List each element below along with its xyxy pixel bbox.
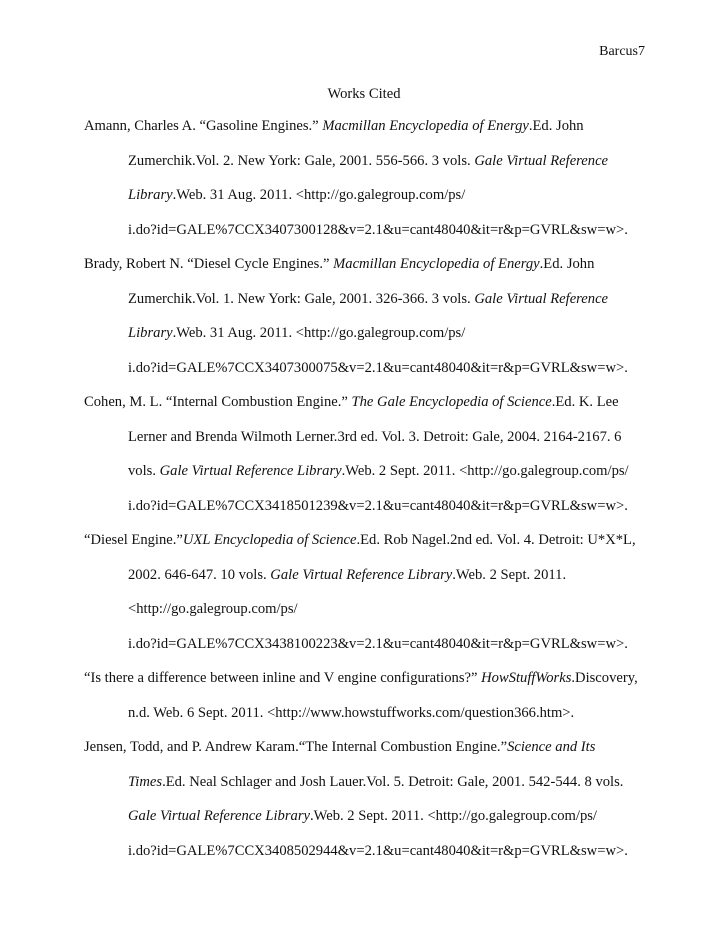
citation-line: Library.Web. 31 Aug. 2011. <http://go.galegroup.com/ps/ (128, 325, 466, 341)
citation-title-italic: The Gale Encyclopedia of Science (351, 394, 552, 410)
citation-title-italic: Gale Virtual Reference (474, 152, 609, 169)
citation-line: i.do?id=GALE%7CCX3418501239&v=2.1&u=cant48040&it=r&p=GVRL&sw=w>. (128, 497, 628, 514)
citation-title-italic: Gale Virtual Reference (474, 290, 609, 307)
citation-title-italic: Gale Virtual Reference Library (159, 463, 342, 479)
citation-line: “Diesel Engine.”UXL Encyclopedia of Science.Ed. Rob Nagel.2nd ed. Vol. 4. Detroit: U*X*L, (84, 532, 636, 548)
citation-entry (84, 668, 654, 737)
citation-line: <http://go.galegroup.com/ps/ (128, 601, 298, 617)
citation-line: Zumerchik.Vol. 1. New York: Gale, 2001. 326-366. 3 vols. Gale Virtual Reference (128, 290, 609, 307)
citation-entry (84, 254, 654, 392)
citation-line: Cohen, M. L. “Internal Combustion Engine.” The Gale Encyclopedia of Science.Ed. K. Lee (84, 394, 619, 410)
citation-entry (84, 116, 654, 254)
citation-line: Zumerchik.Vol. 2. New York: Gale, 2001. 556-566. 3 vols. Gale Virtual Reference (128, 152, 609, 169)
citation-title-italic: Macmillan Encyclopedia of Energy (333, 256, 540, 272)
citation-entry (84, 737, 654, 875)
citation-line: i.do?id=GALE%7CCX3407300128&v=2.1&u=cant48040&it=r&p=GVRL&sw=w>. (128, 221, 628, 238)
citation-line: 2002. 646-647. 10 vols. Gale Virtual Reference Library.Web. 2 Sept. 2011. (128, 566, 567, 583)
citation-line: i.do?id=GALE%7CCX3438100223&v=2.1&u=cant48040&it=r&p=GVRL&sw=w>. (128, 635, 628, 652)
citation-title-italic: HowStuffWorks (481, 670, 572, 686)
citation-line: Lerner and Brenda Wilmoth Lerner.3rd ed. Vol. 3. Detroit: Gale, 2004. 2164-2167. 6 (128, 428, 622, 445)
citation-line: i.do?id=GALE%7CCX3407300075&v=2.1&u=cant48040&it=r&p=GVRL&sw=w>. (128, 359, 628, 376)
citation-line: Jensen, Todd, and P. Andrew Karam.“The Internal Combustion Engine.”Science and Its (84, 739, 596, 755)
citation-line: Gale Virtual Reference Library.Web. 2 Sept. 2011. <http://go.galegroup.com/ps/ (128, 808, 597, 824)
citation-title-italic: Times (128, 773, 163, 790)
citation-line: i.do?id=GALE%7CCX3408502944&v=2.1&u=cant48040&it=r&p=GVRL&sw=w>. (128, 842, 628, 859)
citation-title-italic: Gale Virtual Reference Library (270, 566, 453, 583)
citation-line: “Is there a difference between inline and V engine configurations?” HowStuffWorks.Discovery, (84, 670, 638, 686)
citation-line: Amann, Charles A. “Gasoline Engines.” Macmillan Encyclopedia of Energy.Ed. John (84, 118, 584, 134)
citation-line: vols. Gale Virtual Reference Library.Web. 2 Sept. 2011. <http://go.galegroup.com/ps/ (128, 463, 629, 479)
works-cited-list (84, 116, 654, 875)
citation-title-italic: Gale Virtual Reference Library (128, 808, 310, 824)
page-header-label: Barcus7 (599, 44, 645, 59)
citation-title-italic: UXL Encyclopedia of Science (182, 532, 357, 548)
citation-line: Library.Web. 31 Aug. 2011. <http://go.galegroup.com/ps/ (128, 187, 466, 203)
page-title: Works Cited (327, 86, 401, 102)
citation-title-italic: Science and Its (507, 739, 596, 755)
citation-title-italic: Macmillan Encyclopedia of Energy (322, 118, 529, 134)
citation-line: n.d. Web. 6 Sept. 2011. <http://www.howstuffworks.com/question366.htm>. (128, 704, 575, 721)
citation-title-italic: Library (128, 325, 173, 341)
citation-line: Times.Ed. Neal Schlager and Josh Lauer.Vol. 5. Detroit: Gale, 2001. 542-544. 8 vols. (128, 773, 624, 790)
citation-title-italic: Library (128, 187, 173, 203)
citation-entry (84, 530, 654, 668)
citation-line: Brady, Robert N. “Diesel Cycle Engines.” Macmillan Encyclopedia of Energy.Ed. John (84, 256, 595, 272)
citation-entry (84, 392, 654, 530)
